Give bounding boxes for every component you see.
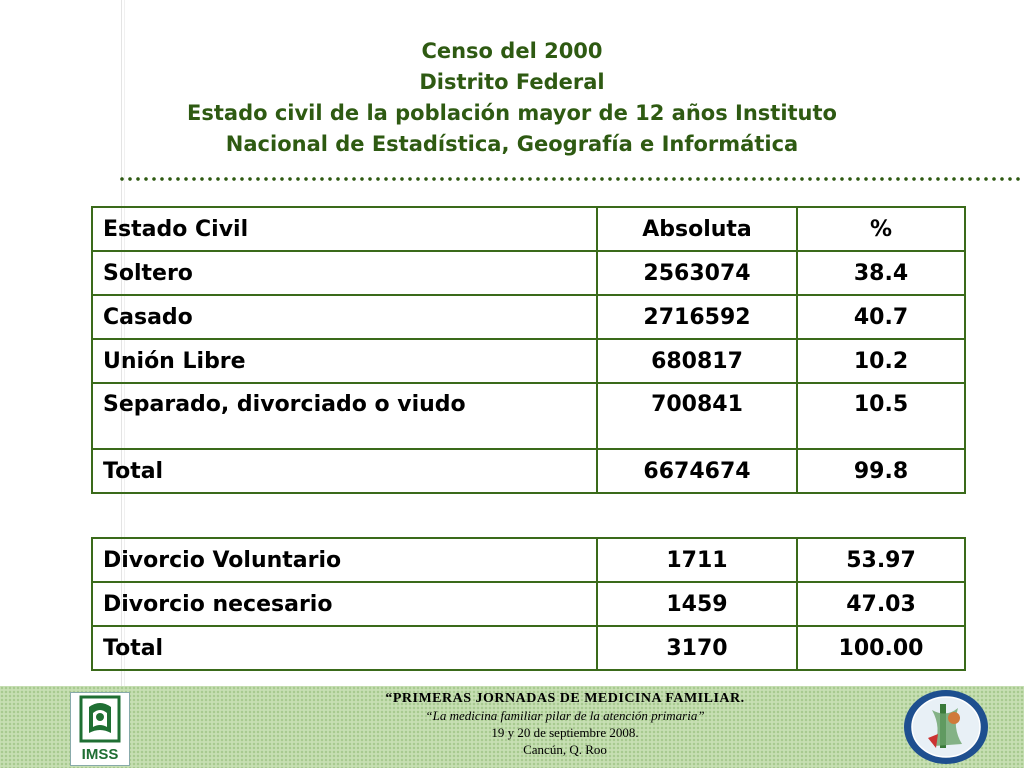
row-percent: 53.97 xyxy=(797,538,965,582)
row-absolute: 700841 xyxy=(597,383,797,449)
row-percent: 10.2 xyxy=(797,339,965,383)
dotted-divider xyxy=(118,176,1024,182)
medical-seal-icon xyxy=(902,688,990,766)
table-row xyxy=(92,251,965,295)
row-absolute: 1711 xyxy=(597,538,797,582)
row-absolute: 2716592 xyxy=(597,295,797,339)
divorce-table xyxy=(91,537,966,671)
title-line-3: Estado civil de la población mayor de 12 años Instituto xyxy=(187,101,837,125)
table-total-row xyxy=(92,449,965,493)
row-label: Separado, divorciado o viudo xyxy=(92,383,597,449)
row-absolute: 1459 xyxy=(597,582,797,626)
row-label: Casado xyxy=(92,295,597,339)
row-percent: 47.03 xyxy=(797,582,965,626)
row-absolute: 2563074 xyxy=(597,251,797,295)
row-percent: 100.00 xyxy=(797,626,965,670)
title-line-1: Censo del 2000 xyxy=(421,39,603,63)
table-total-row xyxy=(92,626,965,670)
row-label: Total xyxy=(92,626,597,670)
row-label: Divorcio necesario xyxy=(92,582,597,626)
header-percent: % xyxy=(797,207,965,251)
row-percent: 99.8 xyxy=(797,449,965,493)
event-location: Cancún, Q. Roo xyxy=(523,742,607,757)
row-label: Soltero xyxy=(92,251,597,295)
title-line-2: Distrito Federal xyxy=(419,70,605,94)
table-row xyxy=(92,295,965,339)
slide-title xyxy=(0,36,1024,160)
table-row xyxy=(92,383,965,449)
imss-logo xyxy=(70,692,130,766)
marital-status-table xyxy=(91,206,966,494)
table-row xyxy=(92,582,965,626)
header-estado-civil: Estado Civil xyxy=(92,207,597,251)
row-absolute: 6674674 xyxy=(597,449,797,493)
logo-text: IMSS xyxy=(81,746,119,763)
row-percent: 38.4 xyxy=(797,251,965,295)
row-label: Total xyxy=(92,449,597,493)
row-percent: 40.7 xyxy=(797,295,965,339)
row-label: Divorcio Voluntario xyxy=(92,538,597,582)
title-line-4: Nacional de Estadística, Geografía e Informática xyxy=(225,132,799,156)
table-row xyxy=(92,538,965,582)
table-row xyxy=(92,339,965,383)
footer-banner xyxy=(0,686,1024,768)
row-percent: 10.5 xyxy=(797,383,965,449)
header-absoluta: Absoluta xyxy=(597,207,797,251)
event-title: “PRIMERAS JORNADAS DE MEDICINA FAMILIAR. xyxy=(385,691,745,706)
event-info xyxy=(300,690,830,758)
imss-eagle-icon xyxy=(71,693,129,745)
row-absolute: 3170 xyxy=(597,626,797,670)
event-date: 19 y 20 de septiembre 2008. xyxy=(491,725,639,740)
row-absolute: 680817 xyxy=(597,339,797,383)
event-subtitle: “La medicina familiar pilar de la atención primaria” xyxy=(425,708,705,723)
table-header-row xyxy=(92,207,965,251)
row-label: Unión Libre xyxy=(92,339,597,383)
